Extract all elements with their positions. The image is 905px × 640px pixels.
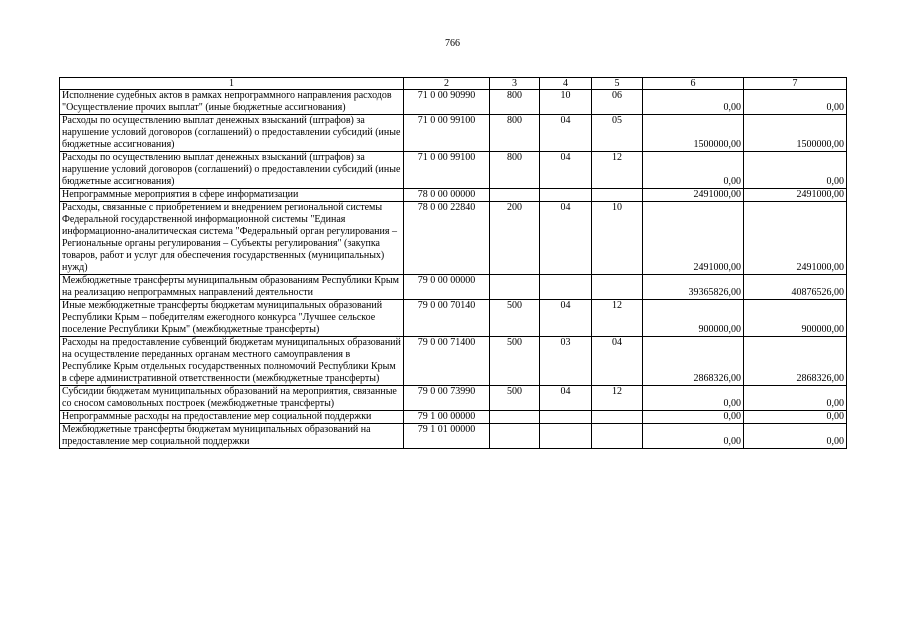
- row-amount-col7: 0,00: [744, 90, 847, 115]
- row-target-code: 79 1 01 00000: [404, 424, 490, 449]
- row-expense-type: [490, 424, 540, 449]
- row-subsection: 04: [592, 337, 643, 386]
- column-header: 2: [404, 78, 490, 90]
- row-target-code: 79 0 00 71400: [404, 337, 490, 386]
- row-amount-col6: 0,00: [643, 90, 744, 115]
- row-expense-type: 500: [490, 300, 540, 337]
- row-amount-col6: 1500000,00: [643, 115, 744, 152]
- page-number: 766: [445, 38, 460, 49]
- row-subsection: [592, 411, 643, 424]
- column-header: 7: [744, 78, 847, 90]
- budget-table: [59, 77, 847, 449]
- row-description: Непрограммные мероприятия в сфере информатизации: [60, 189, 404, 202]
- row-amount-col7: 1500000,00: [744, 115, 847, 152]
- row-description: Непрограммные расходы на предоставление мер социальной поддержки: [60, 411, 404, 424]
- table-row: [60, 275, 847, 300]
- row-expense-type: 800: [490, 115, 540, 152]
- row-section: 03: [540, 337, 592, 386]
- column-header: 6: [643, 78, 744, 90]
- table-row: [60, 411, 847, 424]
- row-target-code: 79 0 00 73990: [404, 386, 490, 411]
- row-subsection: 12: [592, 152, 643, 189]
- column-header: 5: [592, 78, 643, 90]
- row-section: 04: [540, 300, 592, 337]
- row-expense-type: [490, 411, 540, 424]
- row-amount-col6: 0,00: [643, 411, 744, 424]
- row-amount-col6: 0,00: [643, 424, 744, 449]
- row-target-code: 78 0 00 00000: [404, 189, 490, 202]
- row-expense-type: 200: [490, 202, 540, 275]
- table-row: [60, 424, 847, 449]
- table-row: [60, 386, 847, 411]
- table-row: [60, 300, 847, 337]
- row-section: [540, 275, 592, 300]
- header-row: [60, 78, 847, 90]
- row-amount-col6: 2868326,00: [643, 337, 744, 386]
- row-amount-col6: 39365826,00: [643, 275, 744, 300]
- row-target-code: 71 0 00 90990: [404, 90, 490, 115]
- row-description: Межбюджетные трансферты бюджетам муниципальных образований на предоставление мер социальной поддержки: [60, 424, 404, 449]
- column-header: 4: [540, 78, 592, 90]
- row-target-code: 79 0 00 00000: [404, 275, 490, 300]
- row-subsection: 10: [592, 202, 643, 275]
- row-amount-col7: 2491000,00: [744, 202, 847, 275]
- column-header: 3: [490, 78, 540, 90]
- row-description: Иные межбюджетные трансферты бюджетам муниципальных образований Республики Крым – победителям ежегодного конкурса "Лучшее сельское поселение Республики Крым" (межбюджетные трансферты): [60, 300, 404, 337]
- row-amount-col7: 2491000,00: [744, 189, 847, 202]
- row-subsection: [592, 424, 643, 449]
- row-target-code: 78 0 00 22840: [404, 202, 490, 275]
- row-amount-col6: 2491000,00: [643, 189, 744, 202]
- row-amount-col7: 0,00: [744, 424, 847, 449]
- row-section: [540, 424, 592, 449]
- table-row: [60, 115, 847, 152]
- row-section: [540, 411, 592, 424]
- row-description: Исполнение судебных актов в рамках непрограммного направления расходов "Осуществление прочих выплат" (иные бюджетные ассигнования): [60, 90, 404, 115]
- row-amount-col7: 0,00: [744, 152, 847, 189]
- row-expense-type: 800: [490, 152, 540, 189]
- row-expense-type: 800: [490, 90, 540, 115]
- row-amount-col7: 40876526,00: [744, 275, 847, 300]
- table-row: [60, 152, 847, 189]
- row-subsection: [592, 275, 643, 300]
- row-section: 04: [540, 202, 592, 275]
- row-expense-type: [490, 275, 540, 300]
- row-description: Субсидии бюджетам муниципальных образований на мероприятия, связанные со сносом самовольных построек (межбюджетные трансферты): [60, 386, 404, 411]
- row-section: 04: [540, 115, 592, 152]
- row-description: Расходы по осуществлению выплат денежных взысканий (штрафов) за нарушение условий договоров (соглашений) о предоставлении субсидий (иные бюджетные ассигнования): [60, 152, 404, 189]
- row-expense-type: [490, 189, 540, 202]
- row-subsection: 12: [592, 386, 643, 411]
- row-section: 04: [540, 386, 592, 411]
- row-amount-col7: 0,00: [744, 411, 847, 424]
- table-row: [60, 189, 847, 202]
- row-target-code: 79 1 00 00000: [404, 411, 490, 424]
- row-expense-type: 500: [490, 386, 540, 411]
- row-target-code: 71 0 00 99100: [404, 115, 490, 152]
- row-description: Расходы на предоставление субвенций бюджетам муниципальных образований на осуществление переданных органам местного самоуправления в Республике Крым отдельных государственных полномочий Республики Крым в сфере административной ответственности (межбюджетные трансферты): [60, 337, 404, 386]
- row-section: 04: [540, 152, 592, 189]
- row-amount-col6: 900000,00: [643, 300, 744, 337]
- row-description: Межбюджетные трансферты муниципальным образованиям Республики Крым на реализацию непрограммных направлений деятельности: [60, 275, 404, 300]
- row-expense-type: 500: [490, 337, 540, 386]
- table-row: [60, 202, 847, 275]
- row-subsection: 12: [592, 300, 643, 337]
- row-subsection: [592, 189, 643, 202]
- row-amount-col6: 0,00: [643, 386, 744, 411]
- row-amount-col6: 0,00: [643, 152, 744, 189]
- row-amount-col7: 900000,00: [744, 300, 847, 337]
- row-section: [540, 189, 592, 202]
- row-subsection: 05: [592, 115, 643, 152]
- column-header: 1: [60, 78, 404, 90]
- row-amount-col6: 2491000,00: [643, 202, 744, 275]
- row-amount-col7: 0,00: [744, 386, 847, 411]
- row-description: Расходы по осуществлению выплат денежных взысканий (штрафов) за нарушение условий договоров (соглашений) о предоставлении субсидий (иные бюджетные ассигнования): [60, 115, 404, 152]
- row-target-code: 71 0 00 99100: [404, 152, 490, 189]
- row-description: Расходы, связанные с приобретением и внедрением региональной системы Федеральной государственной информационной системы "Единая информационно-аналитическая система "Федеральный орган регулирования – Региональные органы регулирования – Субъекты регулирования" (закупка товаров, работ и услуг для обеспечения государственных (муниципальных) нужд): [60, 202, 404, 275]
- row-amount-col7: 2868326,00: [744, 337, 847, 386]
- table-row: [60, 90, 847, 115]
- row-section: 10: [540, 90, 592, 115]
- table-row: [60, 337, 847, 386]
- row-target-code: 79 0 00 70140: [404, 300, 490, 337]
- row-subsection: 06: [592, 90, 643, 115]
